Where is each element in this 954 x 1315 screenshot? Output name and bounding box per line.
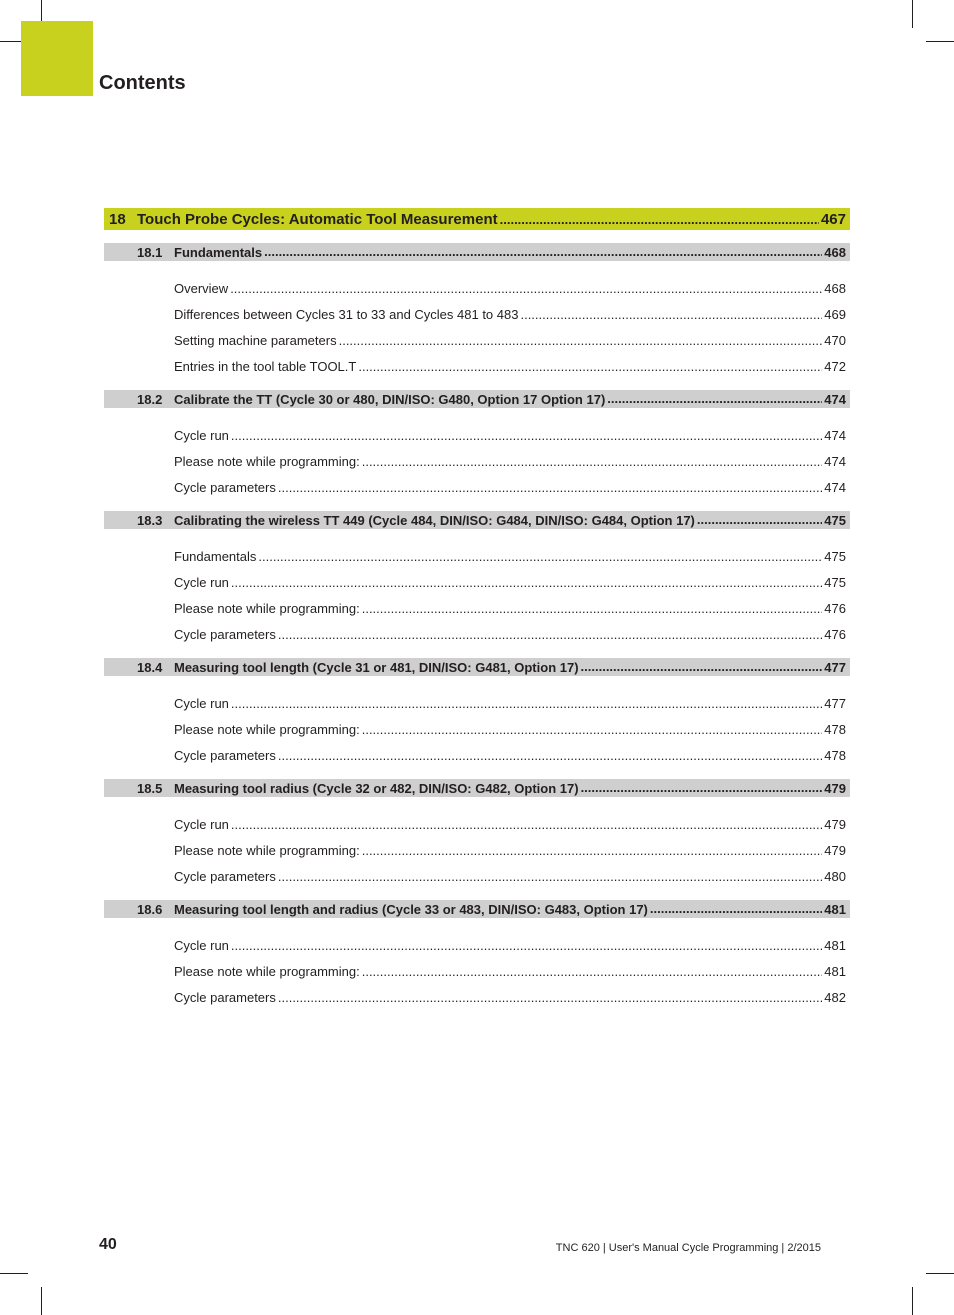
- footer-text: TNC 620 | User's Manual Cycle Programming | 2/2015: [555, 1242, 821, 1254]
- toc-entry[interactable]: [104, 811, 850, 837]
- section-number: 18.6: [137, 901, 163, 917]
- leader-dots: [264, 245, 822, 261]
- toc-entry[interactable]: [104, 353, 850, 379]
- leader-dots: [362, 455, 823, 474]
- chapter-row[interactable]: [104, 208, 850, 230]
- entry-page: 474: [824, 453, 846, 469]
- toc-entry[interactable]: [104, 327, 850, 353]
- crop-mark: [0, 1273, 28, 1274]
- toc-entry[interactable]: [104, 690, 850, 716]
- section-row[interactable]: [104, 390, 850, 408]
- entry-title: Fundamentals: [174, 548, 257, 564]
- section-title: Fundamentals: [174, 244, 263, 260]
- crop-mark: [41, 1287, 42, 1315]
- leader-dots: [231, 818, 822, 837]
- crop-mark: [926, 1273, 954, 1274]
- entry-page: 478: [824, 721, 846, 737]
- crop-mark: [912, 0, 913, 28]
- section-row[interactable]: [104, 779, 850, 797]
- leader-dots: [581, 781, 823, 797]
- leader-dots: [339, 334, 823, 353]
- leader-dots: [231, 939, 822, 958]
- crop-mark: [912, 1287, 913, 1315]
- leader-dots: [231, 697, 822, 716]
- section-title: Calibrating the wireless TT 449 (Cycle 484, DIN/ISO: G484, DIN/ISO: G484, Option 17): [174, 512, 695, 528]
- leader-dots: [258, 550, 822, 569]
- entry-page: 469: [824, 306, 846, 322]
- entry-title: Cycle parameters: [174, 747, 276, 763]
- toc-entry[interactable]: [104, 863, 850, 889]
- toc-entry[interactable]: [104, 301, 850, 327]
- section-title: Measuring tool radius (Cycle 32 or 482, DIN/ISO: G482, Option 17): [174, 780, 579, 796]
- entry-page: 480: [824, 868, 846, 884]
- toc-entry[interactable]: [104, 422, 850, 448]
- leader-dots: [581, 660, 823, 676]
- leader-dots: [362, 723, 823, 742]
- toc-entry[interactable]: [104, 716, 850, 742]
- entry-list: [104, 690, 850, 768]
- entry-title: Please note while programming:: [174, 600, 360, 616]
- section-page: 475: [824, 512, 846, 528]
- toc-entry[interactable]: [104, 595, 850, 621]
- entry-list: [104, 275, 850, 379]
- chapter-number: 18: [109, 210, 126, 228]
- leader-dots: [230, 282, 822, 301]
- leader-dots: [520, 308, 822, 327]
- entry-page: 475: [824, 548, 846, 564]
- section-page: 479: [824, 780, 846, 796]
- entry-page: 476: [824, 626, 846, 642]
- toc-entry[interactable]: [104, 543, 850, 569]
- entry-page: 478: [824, 747, 846, 763]
- entry-list: [104, 543, 850, 647]
- section-number: 18.3: [137, 512, 163, 528]
- entry-title: Cycle parameters: [174, 989, 276, 1005]
- section-number: 18.2: [137, 391, 163, 407]
- entry-list: [104, 811, 850, 889]
- entry-page: 481: [824, 963, 846, 979]
- toc-entry[interactable]: [104, 275, 850, 301]
- toc-entry[interactable]: [104, 837, 850, 863]
- entry-title: Cycle run: [174, 816, 229, 832]
- section-row[interactable]: [104, 900, 850, 918]
- entry-title: Cycle run: [174, 427, 229, 443]
- entry-title: Cycle parameters: [174, 626, 276, 642]
- leader-dots: [500, 213, 819, 230]
- entry-title: Please note while programming:: [174, 453, 360, 469]
- entry-title: Cycle run: [174, 937, 229, 953]
- toc-entry[interactable]: [104, 448, 850, 474]
- entry-list: [104, 932, 850, 1010]
- entry-page: 468: [824, 280, 846, 296]
- section-number: 18.4: [137, 659, 163, 675]
- entry-title: Please note while programming:: [174, 721, 360, 737]
- footer-page-number: 40: [99, 1236, 117, 1253]
- section-row[interactable]: [104, 658, 850, 676]
- entry-page: 479: [824, 816, 846, 832]
- entry-page: 481: [824, 937, 846, 953]
- section-title: Calibrate the TT (Cycle 30 or 480, DIN/ISO: G480, Option 17 Option 17): [174, 391, 606, 407]
- accent-block: [21, 21, 93, 96]
- toc-entry[interactable]: [104, 621, 850, 647]
- leader-dots: [362, 965, 823, 984]
- leader-dots: [650, 902, 822, 918]
- leader-dots: [607, 392, 822, 408]
- leader-dots: [362, 844, 823, 863]
- section-number: 18.1: [137, 244, 163, 260]
- entry-title: Cycle parameters: [174, 868, 276, 884]
- leader-dots: [362, 602, 823, 621]
- toc-entry[interactable]: [104, 742, 850, 768]
- entry-title: Cycle run: [174, 695, 229, 711]
- section-page: 481: [824, 901, 846, 917]
- entry-page: 475: [824, 574, 846, 590]
- entry-page: 474: [824, 427, 846, 443]
- section-page: 468: [824, 244, 846, 260]
- entry-list: [104, 422, 850, 500]
- entry-page: 477: [824, 695, 846, 711]
- sections-list: [104, 243, 850, 1010]
- section-row[interactable]: [104, 243, 850, 261]
- entry-title: Entries in the tool table TOOL.T: [174, 358, 357, 374]
- toc-entry[interactable]: [104, 984, 850, 1010]
- entry-page: 470: [824, 332, 846, 348]
- entry-title: Cycle parameters: [174, 479, 276, 495]
- entry-page: 474: [824, 479, 846, 495]
- entry-page: 472: [824, 358, 846, 374]
- leader-dots: [278, 749, 822, 768]
- leader-dots: [278, 870, 822, 889]
- toc-entry[interactable]: [104, 569, 850, 595]
- leader-dots: [278, 991, 822, 1010]
- section-number: 18.5: [137, 780, 163, 796]
- entry-title: Setting machine parameters: [174, 332, 337, 348]
- toc-entry[interactable]: [104, 958, 850, 984]
- leader-dots: [231, 576, 822, 595]
- crop-mark: [926, 41, 954, 42]
- table-of-contents: [104, 208, 850, 1021]
- entry-title: Overview: [174, 280, 229, 296]
- chapter-page: 467: [820, 210, 846, 228]
- leader-dots: [278, 481, 822, 500]
- section-page: 474: [824, 391, 846, 407]
- section-title: Measuring tool length (Cycle 31 or 481, DIN/ISO: G481, Option 17): [174, 659, 579, 675]
- page-title: Contents: [99, 72, 186, 94]
- entry-title: Differences between Cycles 31 to 33 and Cycles 481 to 483: [174, 306, 519, 322]
- entry-page: 479: [824, 842, 846, 858]
- entry-page: 482: [824, 989, 846, 1005]
- section-title: Measuring tool length and radius (Cycle 33 or 483, DIN/ISO: G483, Option 17): [174, 901, 648, 917]
- entry-title: Please note while programming:: [174, 963, 360, 979]
- entry-page: 476: [824, 600, 846, 616]
- section-row[interactable]: [104, 511, 850, 529]
- toc-entry[interactable]: [104, 474, 850, 500]
- toc-entry[interactable]: [104, 932, 850, 958]
- section-page: 477: [824, 659, 846, 675]
- leader-dots: [231, 429, 822, 448]
- leader-dots: [278, 628, 822, 647]
- entry-title: Cycle run: [174, 574, 229, 590]
- chapter-title: Touch Probe Cycles: Automatic Tool Measurement: [137, 210, 498, 228]
- entry-title: Please note while programming:: [174, 842, 360, 858]
- leader-dots: [697, 513, 822, 529]
- leader-dots: [358, 360, 822, 379]
